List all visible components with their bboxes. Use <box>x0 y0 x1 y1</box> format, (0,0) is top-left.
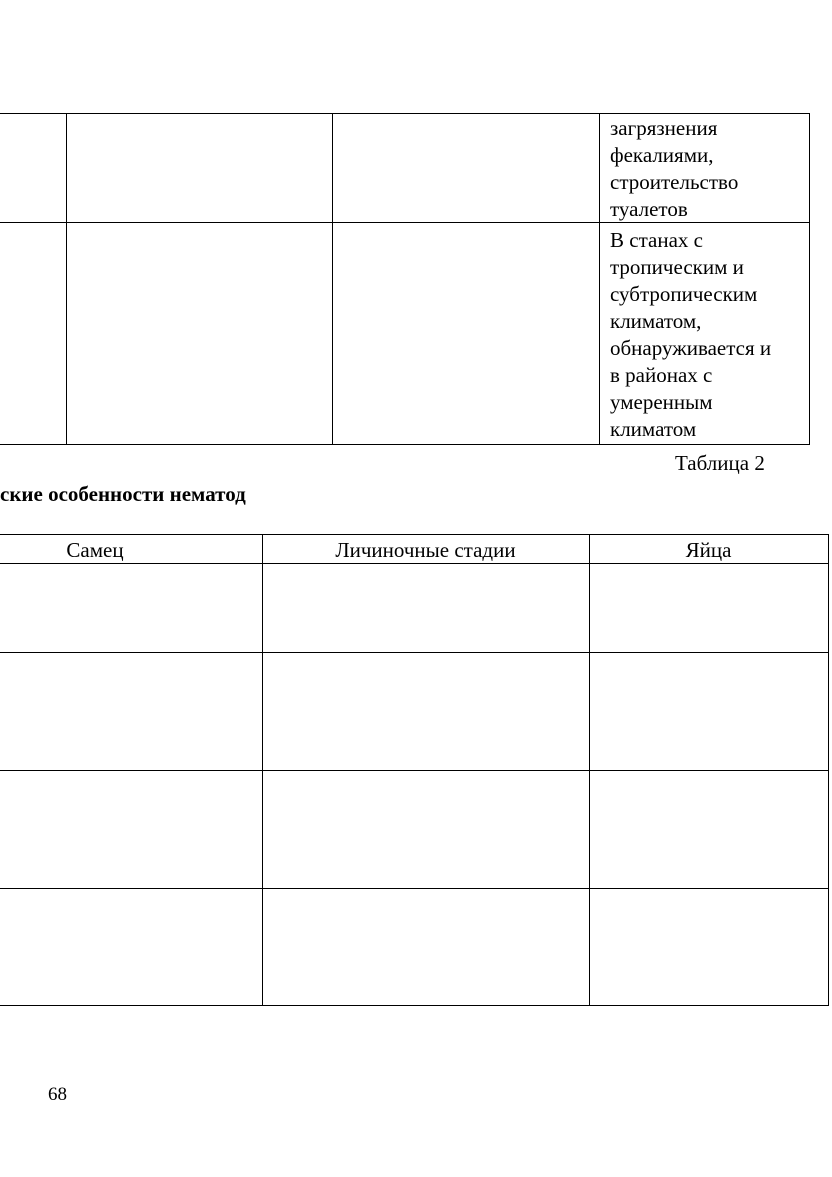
column-header-larval-stages: Личиночные стадии <box>335 538 516 562</box>
table-title: ские особенности нематод <box>0 482 246 506</box>
table-1-right-border <box>809 113 810 445</box>
table-1-cell-prevention: загрязнения фекалиями, строительство туалетов <box>610 116 739 221</box>
table-1-col-divider <box>332 113 333 445</box>
table-2-top-border <box>0 534 829 535</box>
table-2-col-divider <box>262 534 263 1006</box>
table-1-top-border <box>0 113 810 114</box>
table-2-col-divider <box>589 534 590 1006</box>
table-caption: Таблица 2 <box>675 451 765 475</box>
table-2-row-divider <box>0 888 829 889</box>
table-2-row-divider <box>0 652 829 653</box>
column-header-male: Самец <box>66 538 124 562</box>
table-1-col-divider <box>599 113 600 445</box>
table-1-bottom-border <box>0 444 810 445</box>
table-2-right-border <box>828 534 829 1006</box>
page-number: 68 <box>48 1084 67 1105</box>
column-header-eggs: Яйца <box>685 538 732 562</box>
table-2-header-divider <box>0 563 829 564</box>
table-2-bottom-border <box>0 1005 829 1006</box>
table-2-row-divider <box>0 770 829 771</box>
table-1-cell-distribution: В станах с тропическим и субтропическим климатом, обнаруживается и в районах с умеренным климатом <box>610 228 772 441</box>
table-1-col-divider <box>66 113 67 445</box>
